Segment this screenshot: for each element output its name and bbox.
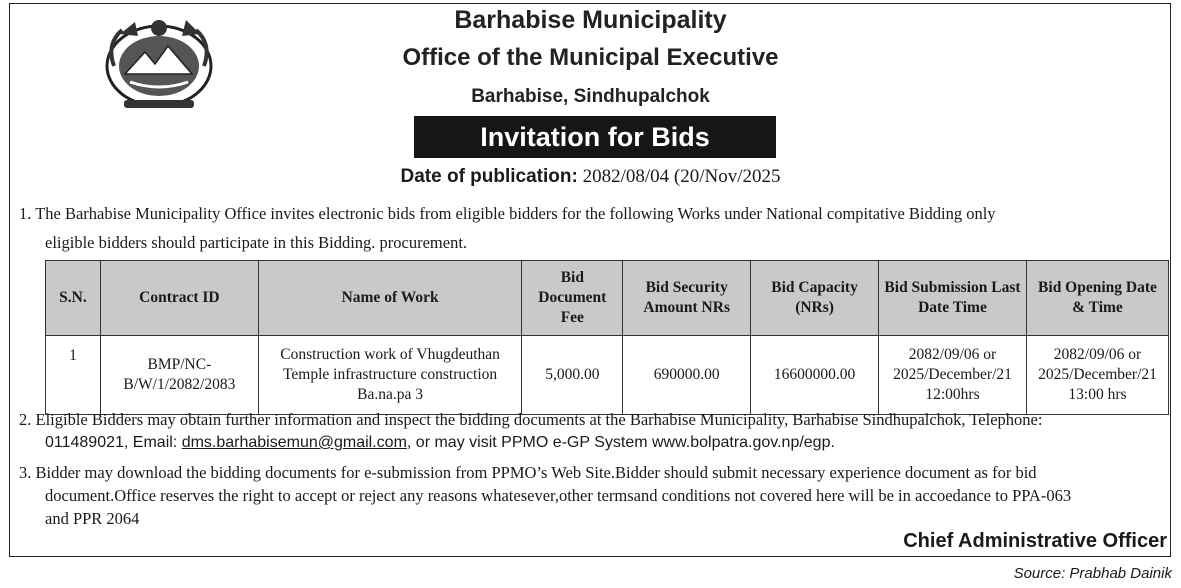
header-security: Bid Security Amount NRs xyxy=(623,261,751,336)
publication-value: 2082/08/04 (20/Nov/2025 xyxy=(582,166,781,187)
cell-contract-id: BMP/NC-B/W/1/2082/2083 xyxy=(100,336,258,415)
source-credit: Source: Prabhab Dainik xyxy=(1013,565,1172,582)
email-link[interactable]: dms.barhabisemun@gmail.com xyxy=(181,434,407,451)
location: Barhabise, Sindhupalchok xyxy=(471,86,710,107)
cell-submission: 2082/09/06 or 2025/December/21 12:00hrs xyxy=(879,336,1027,415)
paragraph-3-line-1: 3. Bidder may download the bidding documents for e-submission from PPMO’s Web Site.Bidder should submit necessary experience document as for bid xyxy=(19,463,1037,482)
cell-name-of-work: Construction work of Vhugdeuthan Temple infrastructure construction Ba.na.pa 3 xyxy=(258,336,522,415)
paragraph-1-line-1: 1. The Barhabise Municipality Office invites electronic bids from eligible bidders for the following Works under National compitative Bidding only xyxy=(19,204,996,223)
cell-doc-fee: 5,000.00 xyxy=(522,336,623,415)
header-doc-fee: Bid Document Fee xyxy=(522,261,623,336)
paragraph-2 xyxy=(19,408,1169,454)
header-opening: Bid Opening Date & Time xyxy=(1026,261,1168,336)
paragraph-3 xyxy=(19,461,1169,530)
signature-title: Chief Administrative Officer xyxy=(903,530,1167,552)
paragraph-1 xyxy=(19,199,1169,257)
paragraph-2-line-2 xyxy=(19,431,1169,454)
paragraph-3-line-3: and PPR 2064 xyxy=(45,509,140,528)
org-name: Barhabise Municipality xyxy=(454,6,727,34)
office-name: Office of the Municipal Executive xyxy=(402,44,779,71)
paragraph-3-line-2: document.Office reserves the right to accept or reject any reasons whatesever,other termsand conditions not covered here will be in accoedance to PPA-063 xyxy=(45,486,1072,505)
cell-opening: 2082/09/06 or 2025/December/21 13:00 hrs xyxy=(1026,336,1168,415)
header-contract-id: Contract ID xyxy=(100,261,258,336)
table-header-row xyxy=(46,261,1169,336)
cell-security: 690000.00 xyxy=(623,336,751,415)
paragraph-1-line-2: eligible bidders should participate in this Bidding. procurement. xyxy=(45,233,468,252)
publication-label: Date of publication: xyxy=(400,166,578,187)
publication-date xyxy=(0,166,1181,188)
cell-capacity: 16600000.00 xyxy=(751,336,879,415)
bids-table xyxy=(45,260,1169,415)
cell-sn: 1 xyxy=(46,336,101,415)
paragraph-2-line-2-post: , or may visit PPMO e-GP System www.bolpatra.gov.np/egp. xyxy=(406,434,835,451)
paragraph-2-line-2-pre: 011489021, Email: xyxy=(45,434,182,451)
header-submission: Bid Submission Last Date Time xyxy=(879,261,1027,336)
header-name-of-work: Name of Work xyxy=(258,261,522,336)
table-row xyxy=(46,336,1169,415)
header-capacity: Bid Capacity (NRs) xyxy=(751,261,879,336)
paragraph-2-line-1: 2. Eligible Bidders may obtain further information and inspect the bidding documents at the Barhabise Municipality, Barhabise Sindhupalchok, Telephone: xyxy=(19,410,1043,429)
header-sn: S.N. xyxy=(46,261,101,336)
invitation-banner: Invitation for Bids xyxy=(414,116,776,158)
